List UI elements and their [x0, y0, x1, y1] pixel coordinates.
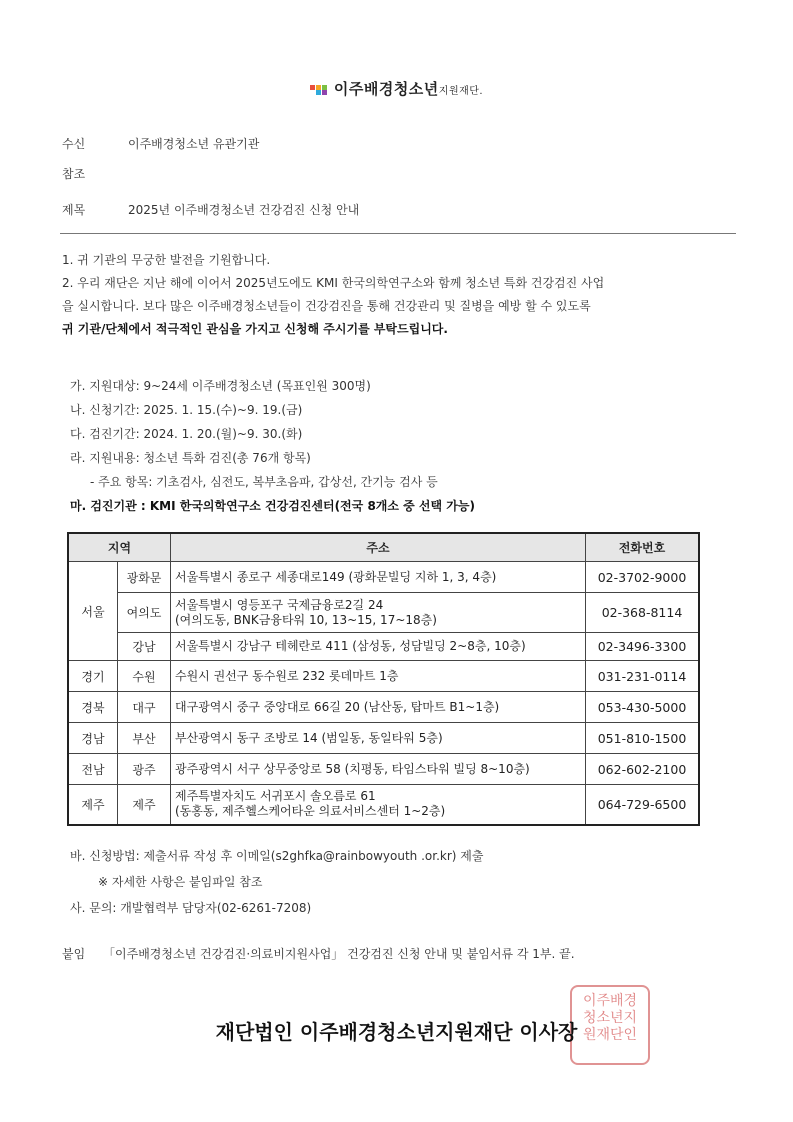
address-line: 광주광역시 서구 상무중앙로 58 (치평동, 타임스타워 빌딩 8~10층)	[175, 761, 530, 776]
attachment-label: 붙임	[62, 947, 86, 961]
attachment-text: 「이주배경청소년 건강검진·의료비지원사업」 건강검진 신청 안내 및 붙임서류 각 1부. 끝.	[103, 947, 575, 961]
official-seal: 이주배경 청소년지 원재단인	[570, 985, 650, 1065]
paragraph-2-line-2: 을 실시합니다. 보다 많은 이주배경청소년들이 건강검진을 통해 건강관리 및 질병을 예방 할 수 있도록	[62, 299, 591, 313]
logo-mark-icon	[310, 85, 328, 95]
header-address: 주소	[171, 533, 586, 562]
logo-text: 이주배경청소년	[333, 80, 439, 98]
paragraph-1: 1. 귀 기관의 무궁한 발전을 기원합니다.	[62, 253, 271, 267]
table-row	[68, 593, 699, 633]
logo-subtext: 지원재단.	[438, 86, 484, 97]
address-line: 대구광역시 중구 중앙대로 66길 20 (남산동, 탑마트 B1~1층)	[175, 699, 500, 714]
region-cell: 경기	[68, 661, 118, 692]
region-cell: 경북	[68, 692, 118, 723]
address-line: 부산광역시 동구 조방로 14 (범일동, 동일타워 5층)	[175, 730, 443, 745]
address-line: 서울특별시 영등포구 국제금융로2길 24	[175, 597, 384, 612]
item-support-content: 라. 지원내용: 청소년 특화 검진(총 76개 항목)	[70, 451, 311, 465]
divider	[60, 233, 736, 234]
phone-cell: 02-368-8114	[586, 593, 700, 633]
table-row	[68, 633, 699, 661]
item-inquiry: 사. 문의: 개발협력부 담당자(02-6261-7208)	[70, 901, 312, 915]
table-row	[68, 692, 699, 723]
address-line-2: (동홍동, 제주헬스케어타운 의료서비스센터 1~2층)	[175, 804, 446, 819]
address-cell	[171, 754, 586, 785]
phone-cell: 051-810-1500	[586, 723, 700, 754]
city-cell: 광주	[118, 754, 171, 785]
address-line: 서울특별시 종로구 세종대로149 (광화문빌딩 지하 1, 3, 4층)	[175, 569, 497, 584]
address-line-2: (여의도동, BNK금융타워 10, 13~15, 17~18층)	[175, 612, 437, 627]
table-row	[68, 754, 699, 785]
header-region: 지역	[68, 533, 171, 562]
application-info	[70, 843, 730, 921]
phone-cell: 031-231-0114	[586, 661, 700, 692]
table-row	[68, 723, 699, 754]
item-list	[70, 374, 730, 518]
address-line: 제주특별자치도 서귀포시 솔오름로 61	[175, 789, 376, 804]
subject-value: 2025년 이주배경청소년 건강검진 신청 안내	[128, 203, 360, 217]
city-cell: 수원	[118, 661, 171, 692]
region-cell: 전남	[68, 754, 118, 785]
issuer-signature: 재단법인 이주배경청소년지원재단 이사장	[215, 1020, 578, 1044]
region-cell: 제주	[68, 785, 118, 825]
city-cell: 광화문	[118, 562, 171, 593]
checkup-centers-table	[67, 532, 700, 826]
city-cell: 여의도	[118, 593, 171, 633]
header-phone: 전화번호	[586, 533, 700, 562]
item-checkup-period: 다. 검진기간: 2024. 1. 20.(월)~9. 30.(화)	[70, 427, 303, 441]
item-main-tests: - 주요 항목: 기초검사, 심전도, 복부초음파, 갑상선, 간기능 검사 등	[90, 475, 438, 489]
address-cell	[171, 723, 586, 754]
paragraph-2-line-1: 2. 우리 재단은 지난 해에 이어서 2025년도에도 KMI 한국의학연구소와 함께 청소년 특화 건강검진 사업	[62, 276, 605, 290]
table-row	[68, 661, 699, 692]
table-row	[68, 562, 699, 593]
item-note: ※ 자세한 사항은 붙임파일 참조	[98, 875, 263, 889]
table-header-row	[68, 533, 699, 562]
item-application-period: 나. 신청기간: 2025. 1. 15.(수)~9. 19.(금)	[70, 403, 303, 417]
item-institution: 마. 검진기관 : KMI 한국의학연구소 건강검진센터(전국 8개소 중 선택 가능)	[70, 499, 475, 513]
address-cell	[171, 661, 586, 692]
city-cell: 부산	[118, 723, 171, 754]
phone-cell: 062-602-2100	[586, 754, 700, 785]
address-cell	[171, 692, 586, 723]
subject-label: 제목	[62, 203, 86, 217]
address-cell	[171, 562, 586, 593]
ref-label: 참조	[62, 167, 86, 181]
phone-cell: 02-3702-9000	[586, 562, 700, 593]
body-text	[62, 249, 742, 341]
to-value: 이주배경청소년 유관기관	[128, 137, 260, 151]
address-cell	[171, 785, 586, 825]
address-line: 서울특별시 강남구 테헤란로 411 (삼성동, 성담빌딩 2~8층, 10층)	[175, 639, 526, 653]
region-cell: 서울	[68, 562, 118, 661]
city-cell: 강남	[118, 633, 171, 661]
phone-cell: 053-430-5000	[586, 692, 700, 723]
city-cell: 대구	[118, 692, 171, 723]
region-cell: 경남	[68, 723, 118, 754]
item-target: 가. 지원대상: 9~24세 이주배경청소년 (목표인원 300명)	[70, 379, 371, 393]
city-cell: 제주	[118, 785, 171, 825]
phone-cell: 064-729-6500	[586, 785, 700, 825]
paragraph-2-line-3: 귀 기관/단체에서 적극적인 관심을 가지고 신청해 주시기를 부탁드립니다.	[62, 322, 448, 336]
table-row	[68, 785, 699, 825]
address-line: 수원시 권선구 동수원로 232 롯데마트 1층	[175, 668, 399, 683]
phone-cell: 02-3496-3300	[586, 633, 700, 661]
item-application-method: 바. 신청방법: 제출서류 작성 후 이메일(s2ghfka@rainbowyouth .or.kr) 제출	[70, 849, 484, 863]
address-cell	[171, 633, 586, 661]
foundation-logo	[0, 78, 793, 99]
attachment-line	[62, 943, 762, 966]
address-cell	[171, 593, 586, 633]
to-label: 수신	[62, 137, 86, 151]
